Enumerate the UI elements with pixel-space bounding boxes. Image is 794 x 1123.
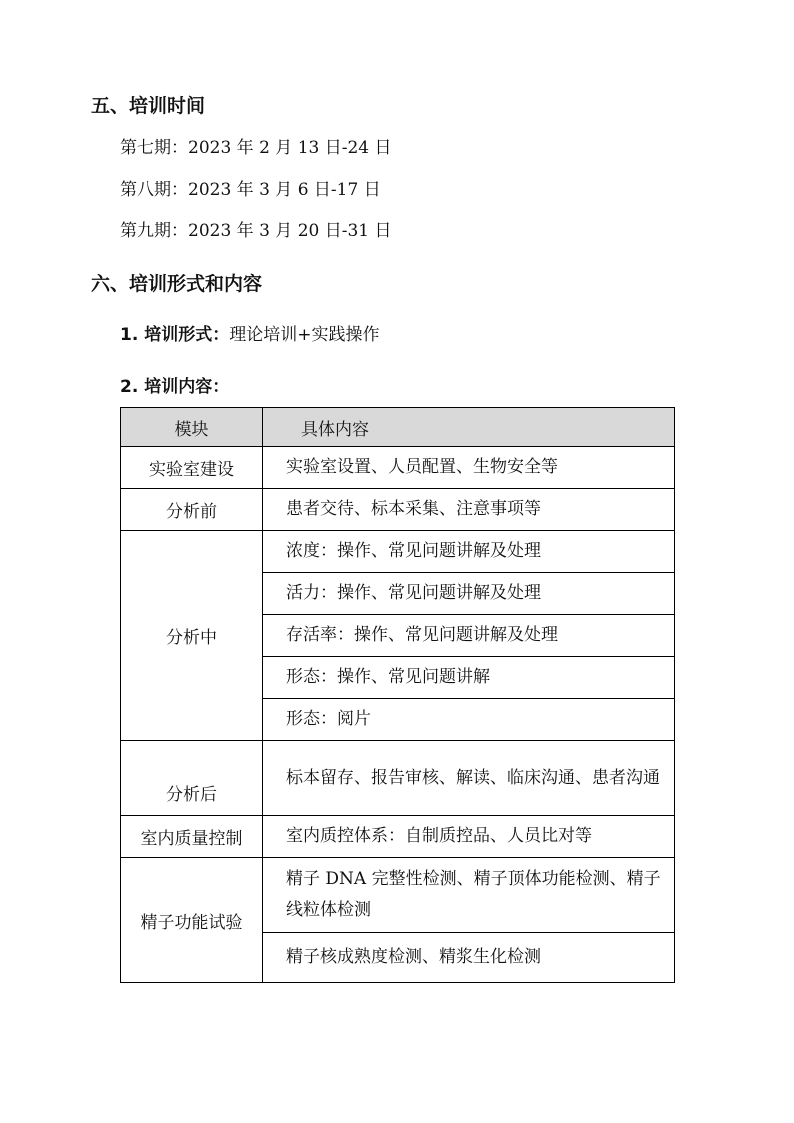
period-9: 第九期：2023 年 3 月 20 日-31 日 [120, 221, 392, 241]
content-cell: 精子核成熟度检测、精浆生化检测 [263, 933, 675, 983]
table-header-row [121, 408, 675, 447]
training-content-table [120, 407, 675, 983]
content-cell: 存活率：操作、常见问题讲解及处理 [263, 615, 675, 657]
table-row [121, 816, 675, 858]
header-content: 具体内容 [263, 408, 675, 447]
training-content-heading [120, 376, 229, 398]
table-row [121, 447, 675, 489]
module-cell: 分析中 [121, 531, 263, 741]
module-cell: 分析前 [121, 489, 263, 531]
section-five-title: 五、培训时间 [91, 95, 206, 117]
content-cell: 患者交待、标本采集、注意事项等 [263, 489, 675, 531]
period-8: 第八期：2023 年 3 月 6 日-17 日 [120, 180, 381, 200]
section-six-title: 六、培训形式和内容 [91, 273, 263, 295]
module-cell: 实验室建设 [121, 447, 263, 489]
content-cell: 实验室设置、人员配置、生物安全等 [263, 447, 675, 489]
content-cell: 室内质控体系：自制质控品、人员比对等 [263, 816, 675, 858]
content-cell: 浓度：操作、常见问题讲解及处理 [263, 531, 675, 573]
table-row [121, 858, 675, 933]
table-row [121, 741, 675, 816]
module-cell: 分析后 [121, 741, 263, 816]
module-cell: 室内质量控制 [121, 816, 263, 858]
table-row [121, 489, 675, 531]
content-cell: 形态：阅片 [263, 699, 675, 741]
training-content-label: 2. 培训内容： [120, 377, 230, 397]
period-7: 第七期：2023 年 2 月 13 日-24 日 [120, 138, 392, 158]
table-row [121, 531, 675, 573]
module-cell: 精子功能试验 [121, 858, 263, 983]
content-cell: 活力：操作、常见问题讲解及处理 [263, 573, 675, 615]
content-cell: 形态：操作、常见问题讲解 [263, 657, 675, 699]
header-module: 模块 [121, 408, 263, 447]
training-form [120, 324, 379, 346]
content-cell: 精子 DNA 完整性检测、精子顶体功能检测、精子线粒体检测 [263, 858, 675, 933]
training-form-value: 理论培训+实践操作 [229, 325, 380, 345]
training-form-label: 1. 培训形式： [120, 325, 230, 345]
content-cell: 标本留存、报告审核、解读、临床沟通、患者沟通 [263, 741, 675, 816]
